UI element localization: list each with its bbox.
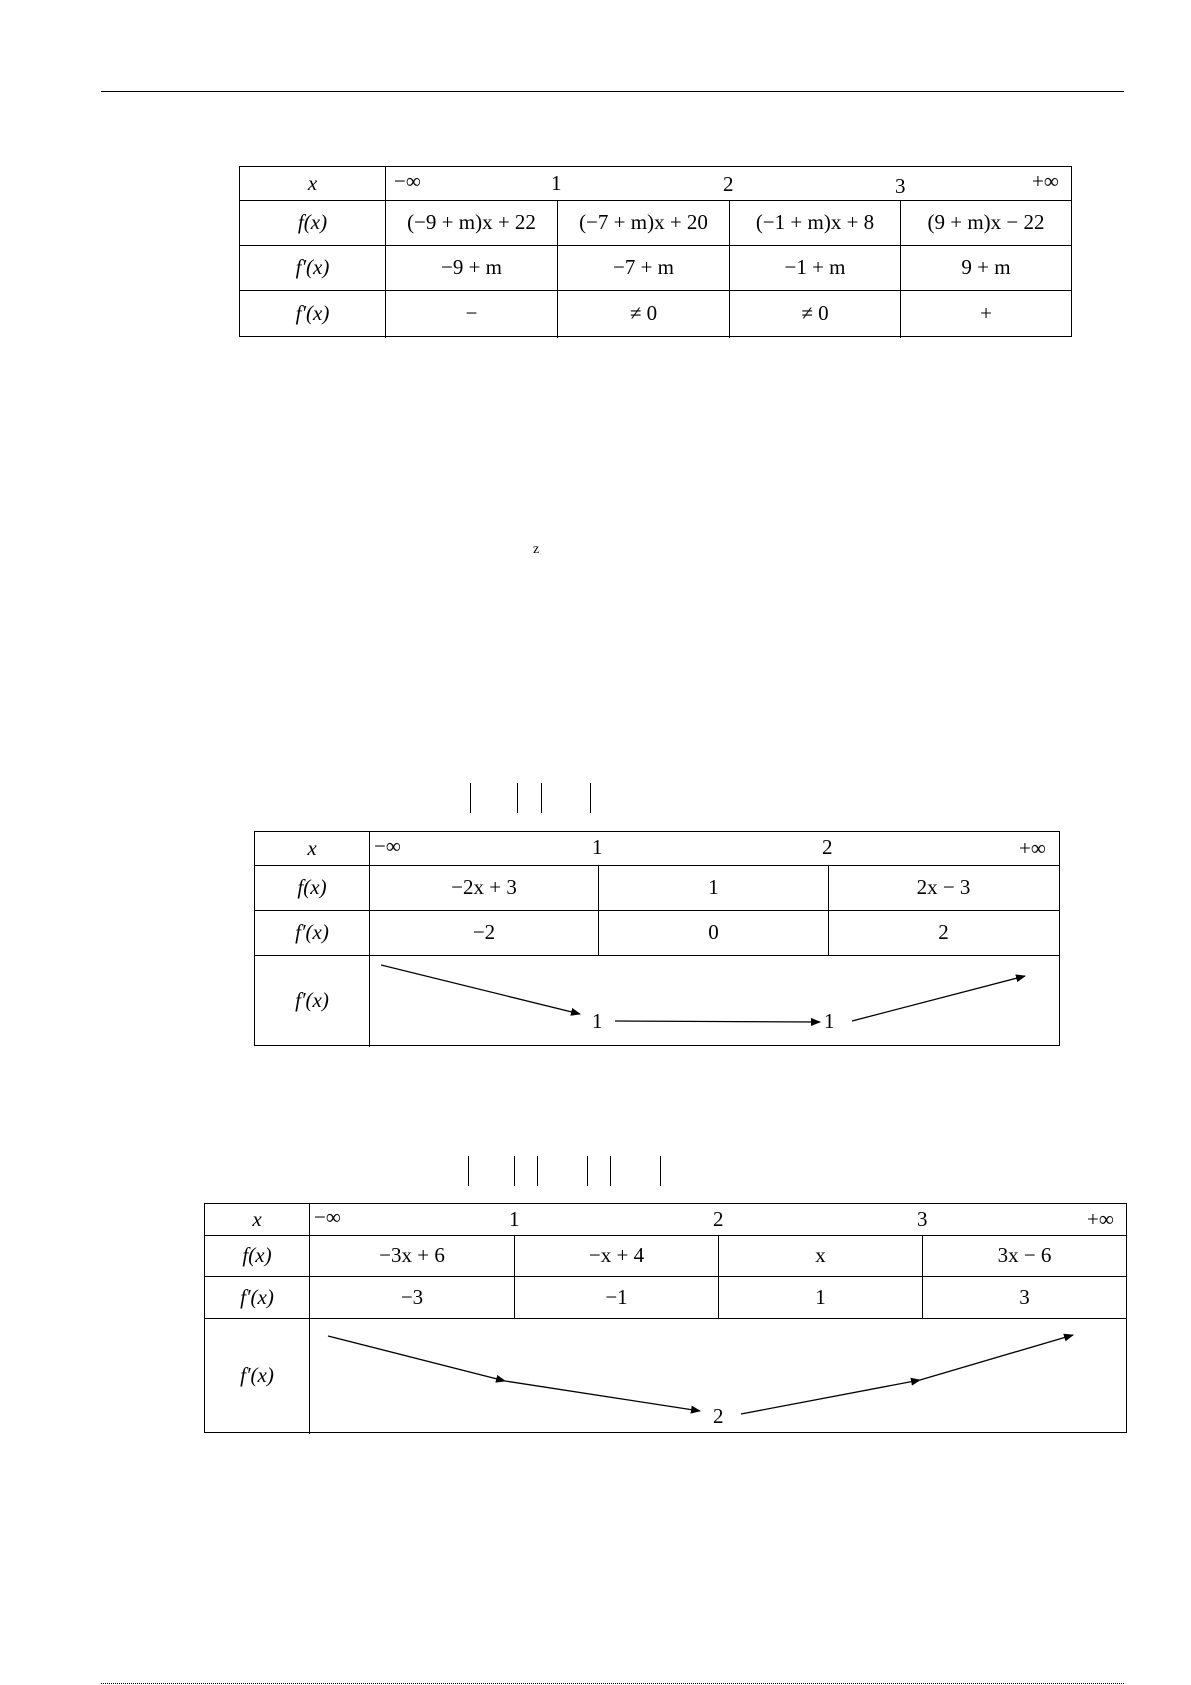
row-label-f: f(x) [297, 210, 328, 234]
f-cell: −2x + 3 [451, 875, 517, 899]
abs-bar [590, 783, 591, 813]
x-key: 2 [822, 835, 833, 859]
row-label-variation: f′(x) [240, 1362, 274, 1387]
fprime-cell: 0 [708, 920, 719, 944]
header-rule [101, 91, 1124, 92]
abs-bar [610, 1156, 611, 1186]
x-key: −∞ [314, 1205, 341, 1229]
f-cell: (−9 + m)x + 22 [407, 210, 536, 234]
x-key: +∞ [1032, 169, 1059, 193]
sign-cell: − [465, 300, 478, 325]
fprime-cell: −1 + m [784, 255, 846, 279]
x-key: 1 [509, 1207, 520, 1231]
abs-bar [660, 1156, 661, 1186]
x-key: +∞ [1087, 1207, 1114, 1231]
sign-cell: ≠ 0 [629, 300, 658, 325]
x-key: −∞ [394, 169, 421, 193]
decreasing-arrow [381, 965, 580, 1014]
variation-value: 2 [713, 1404, 724, 1428]
fprime-cell: 9 + m [961, 255, 1011, 279]
sign-cell: ≠ 0 [801, 300, 829, 325]
row-label-fprime-sign: f′(x) [295, 300, 330, 325]
abs-bar [537, 1156, 538, 1186]
f-cell: −3x + 6 [379, 1243, 445, 1267]
row-label-x: x [252, 1207, 262, 1231]
f-cell: 1 [708, 875, 719, 899]
x-key: 1 [551, 171, 562, 195]
abs-bar [517, 783, 518, 813]
x-key: 1 [592, 835, 603, 859]
abs-bar [514, 1156, 515, 1186]
abs-bar [468, 1156, 469, 1186]
x-key: 2 [713, 1207, 724, 1231]
x-key: 2 [723, 172, 734, 196]
fprime-cell: −1 [605, 1284, 628, 1309]
variation-table-2 [254, 831, 1060, 1046]
row-label-fprime: f′(x) [240, 1284, 274, 1309]
abs-bar [541, 783, 542, 813]
variation-arrows [205, 1204, 1128, 1434]
f-cell: x [815, 1243, 826, 1267]
variation-value: 1 [592, 1009, 603, 1033]
row-label-f: f(x) [297, 875, 327, 899]
f-cell: −x + 4 [588, 1243, 645, 1267]
f-cell: 3x − 6 [997, 1243, 1052, 1267]
fprime-cell: 1 [815, 1284, 826, 1309]
fprime-cell: 2 [938, 920, 949, 944]
f-cell: (−7 + m)x + 20 [579, 210, 708, 234]
fprime-cell: 3 [1019, 1284, 1030, 1309]
x-key: +∞ [1019, 836, 1046, 860]
f-cell: (−1 + m)x + 8 [755, 210, 875, 234]
increasing-arrow [920, 1335, 1073, 1380]
fprime-cell: −2 [472, 920, 496, 944]
decreasing-arrow [328, 1336, 505, 1381]
row-label-f: f(x) [242, 1243, 272, 1267]
variation-value: 1 [824, 1009, 835, 1033]
x-key: −∞ [374, 834, 401, 858]
x-key: 3 [895, 174, 906, 198]
x-key: 3 [917, 1207, 928, 1231]
f-cell: (9 + m)x − 22 [927, 210, 1045, 234]
row-label-fprime: f′(x) [295, 920, 329, 944]
row-label-variation: f′(x) [295, 987, 329, 1012]
variation-table-3 [204, 1203, 1127, 1433]
abs-bar [587, 1156, 588, 1186]
increasing-arrow [852, 976, 1025, 1021]
constant-arrow [615, 1021, 820, 1022]
footer-rule [101, 1683, 1124, 1684]
row-label-x: x [307, 836, 317, 860]
f-cell: 2x − 3 [916, 875, 971, 899]
abs-bar [470, 783, 471, 813]
row-label-fprime: f′(x) [295, 255, 330, 279]
sign-cell: + [980, 300, 992, 325]
fprime-cell: −7 + m [612, 255, 675, 279]
variation-arrows [255, 832, 1061, 1047]
fprime-cell: −3 [400, 1284, 424, 1309]
increasing-arrow [741, 1380, 920, 1414]
stray-mark: z [533, 542, 540, 557]
decreasing-arrow [505, 1381, 700, 1411]
row-label-x: x [307, 171, 318, 195]
sign-table-1 [239, 166, 1072, 337]
fprime-cell: −9 + m [440, 255, 503, 279]
